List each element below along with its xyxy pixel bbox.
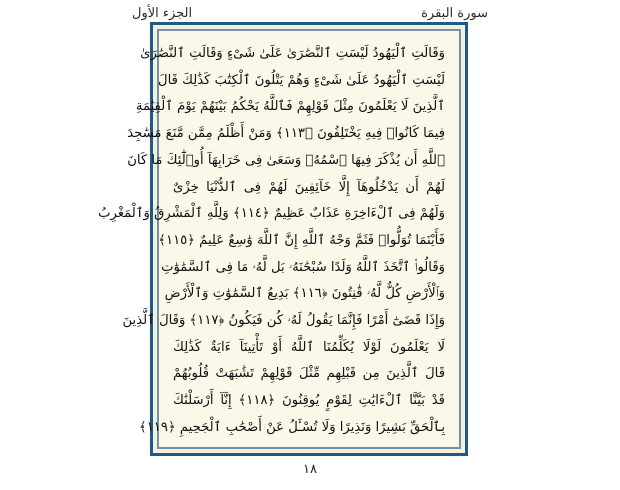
text-line: وَقَالُوا۟ ٱتَّخَذَ ٱللَّهُ وَلَدًا سُبْحَٰنَهُۥ بَل لَّهُۥ مَا فِى ٱلسَّمَٰوَٰتِ — [161, 259, 445, 275]
text-line: لَهُمْ أَن يَدْخُلُوهَآ إِلَّا خَآئِفِينَ لَهُمْ فِى ٱلدُّنْيَا خِزْىٌ — [173, 179, 445, 195]
text-line: لَيْسَتِ ٱلْيَهُودُ عَلَىٰ شَىْءٍ وَهُمْ يَتْلُونَ ٱلْكِتَٰبَ كَذَٰلِكَ قَالَ — [157, 72, 445, 88]
text-line: وَقَالَتِ ٱلْيَهُودُ لَيْسَتِ ٱلنَّصَٰرَىٰ عَلَىٰ شَىْءٍ وَقَالَتِ ٱلنَّصَٰرَىٰ — [140, 46, 445, 61]
text-line: قَدْ بَيَّنَّا ٱلْءَايَٰتِ لِقَوْمٍ يُوقِنُونَ ﴿١١٨﴾ إِنَّآ أَرْسَلْنَٰكَ — [173, 393, 445, 409]
text-line: وَلَهُمْ فِى ٱلْءَاخِرَةِ عَذَابٌ عَظِيمٌ ﴿١١٤﴾ وَلِلَّهِ ٱلْمَشْرِقُ وَٱلْمَغْرِبُ — [98, 206, 445, 222]
surah-title: سورة البقرة — [421, 6, 488, 21]
page-frame-inner — [98, 29, 461, 449]
juz-title: الجزء الأول — [132, 6, 193, 21]
text-line: ٱلَّذِينَ لَا يَعْلَمُونَ مِثْلَ قَوْلِهِمْ فَٱللَّهُ يَحْكُمُ بَيْنَهُمْ يَوْمَ ٱلْقِيَٰمَةِ — [135, 99, 445, 115]
text-line: فِيمَا كَانُوا۟ فِيهِ يَخْتَلِفُونَ ﴿١١٣﴾ وَمَنْ أَظْلَمُ مِمَّن مَّنَعَ مَسَٰجِدَ — [127, 126, 445, 142]
page-number: ١٨ — [303, 462, 317, 477]
text-line: لَا يَعْلَمُونَ لَوْلَا يُكَلِّمُنَا ٱللَّهُ أَوْ تَأْتِينَآ ءَايَةٌ كَذَٰلِكَ — [173, 339, 445, 355]
text-line: وَإِذَا قَضَىٰٓ أَمْرًا فَإِنَّمَا يَقُولُ لَهُۥ كُن فَيَكُونُ ﴿١١٧﴾ وَقَالَ ٱلَّذِينَ — [122, 313, 445, 329]
text-line: وَٱلْأَرْضِ كُلٌّ لَّهُۥ قَٰنِتُونَ ﴿١١٦﴾ بَدِيعُ ٱلسَّمَٰوَٰتِ وَٱلْأَرْضِ — [164, 286, 445, 302]
page-frame — [98, 22, 468, 456]
text-line: بِٱلْحَقِّ بَشِيرًا وَنَذِيرًا وَلَا تُسْـَٔلُ عَنْ أَصْحَٰبِ ٱلْجَحِيمِ ﴿١١٩﴾ — [138, 419, 445, 435]
text-line: قَالَ ٱلَّذِينَ مِن قَبْلِهِم مِّثْلَ قَوْلِهِمْ تَشَٰبَهَتْ قُلُوبُهُمْ — [173, 366, 445, 382]
text-line: فَأَيْنَمَا تُوَلُّوا۟ فَثَمَّ وَجْهُ ٱللَّهِ إِنَّ ٱللَّهَ وَٰسِعٌ عَلِيمٌ ﴿١١٥﴾ — [158, 232, 445, 248]
text-block — [98, 41, 445, 441]
text-line: ٱللَّهِ أَن يُذْكَرَ فِيهَا ٱسْمُهُۥ وَسَعَىٰ فِى خَرَابِهَآ أُو۟لَٰٓئِكَ مَا كَانَ — [127, 152, 445, 168]
